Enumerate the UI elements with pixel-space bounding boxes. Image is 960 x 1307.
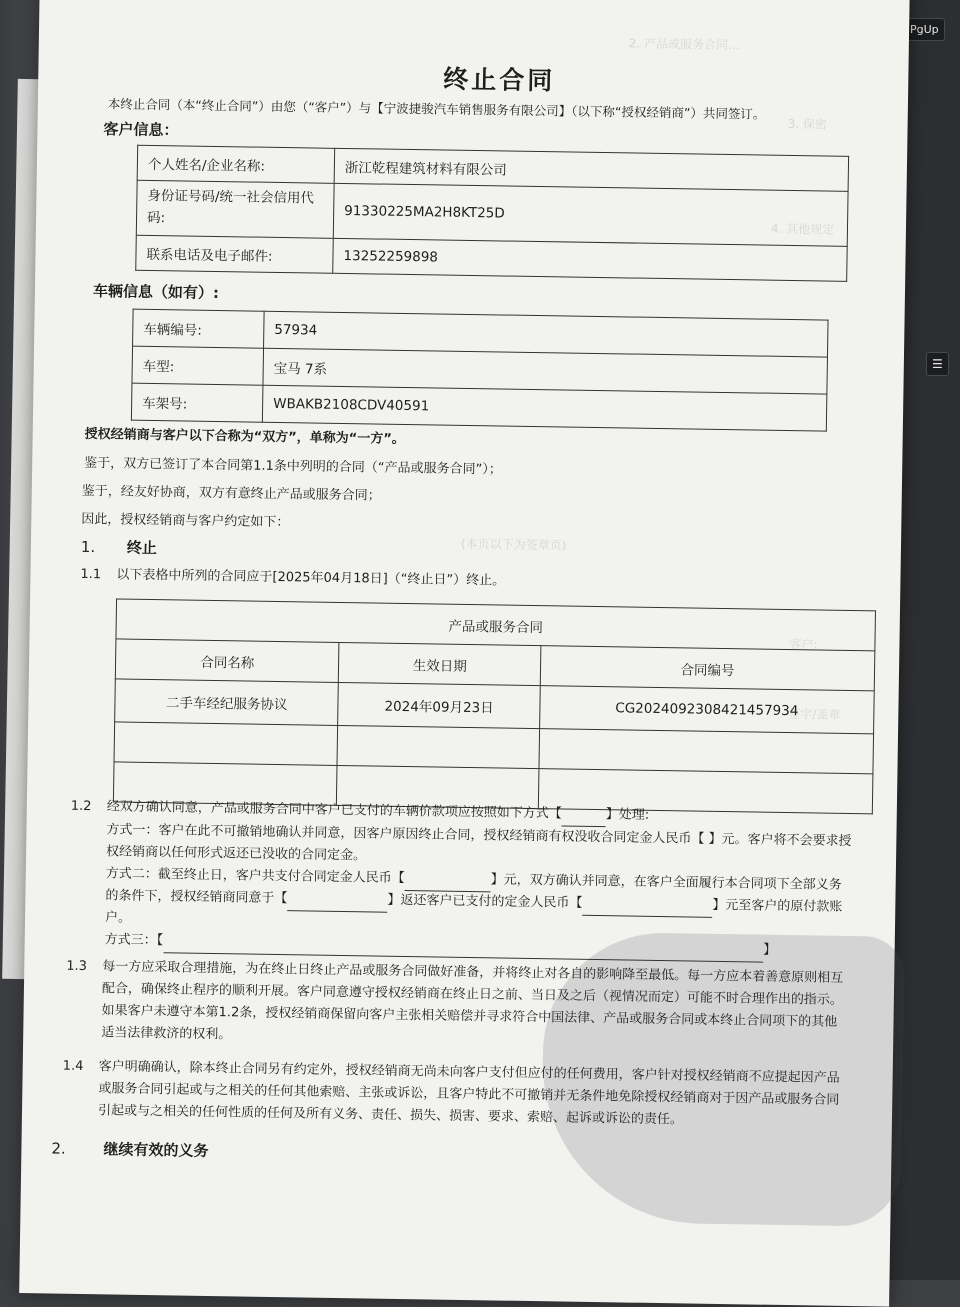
blank-field: [562, 803, 606, 827]
section-1-title: 终止: [126, 538, 158, 558]
clause-line: 如果客户未遵守本第1.2条，授权经销商保留向客户主张相关赔偿并寻求符合中国法律、产品或服务合同或本终止合同项下的其他: [101, 1003, 838, 1031]
vehicle-model-value: 宝马 7系: [263, 348, 828, 394]
section-1-heading: [81, 536, 157, 558]
clause-1-3: [65, 956, 843, 1057]
customer-info-table: [135, 145, 849, 282]
clause-line: 或服务合同引起或与之相关的任何其他索赔、主张或诉讼，且客户特此不可撤销并无条件地免除授权经销商对于因产品或服务合同: [98, 1081, 840, 1108]
section-1-number: 1.: [80, 537, 96, 557]
vehicle-model-label: 车型:: [132, 346, 264, 385]
vin-value: WBAKB2108CDV40591: [262, 385, 827, 431]
vehicle-info-table: [131, 309, 829, 432]
clause-1-4: [62, 1056, 840, 1134]
empty-cell: [539, 729, 874, 774]
clause-number: 1.1: [80, 566, 102, 583]
blank-field: [287, 888, 387, 913]
clause-text: 以下表格中所列的合同应于[2025年04月18日]（“终止日”）终止。: [116, 567, 506, 589]
empty-cell: [337, 725, 539, 768]
clause-number: 1.2: [70, 798, 92, 815]
contract-number-cell: CG2024092308421457934: [540, 686, 875, 734]
clause-text: 】元至客户的原付款账: [712, 897, 843, 915]
clause-text: 方式二：截至终止日，客户共支付合同定金人民币【: [105, 866, 405, 887]
customer-name-value: 浙江乾程建筑材料有限公司: [334, 148, 848, 191]
customer-id-value: 91330225MA2H8KT25D: [333, 183, 848, 246]
customer-id-label: 身份证号码/统一社会信用代码:: [136, 180, 334, 238]
empty-cell: [114, 722, 338, 766]
whereas-2: 鉴于，经友好协商，双方有意终止产品或服务合同；: [81, 483, 381, 504]
contract-name-cell: 二手车经纪服务协议: [115, 679, 339, 726]
clause-text: 】处理:: [605, 807, 650, 823]
clause-number: 1.3: [66, 958, 88, 975]
whereas-1: 鉴于，双方已签订了本合同第1.1条中列明的合同（“产品或服务合同”）；: [84, 455, 502, 478]
way-1-line-2: 权经销商以任何形式返还已没收的合同定金。: [105, 844, 367, 864]
section-2-title: 继续有效的义务: [103, 1140, 209, 1160]
clause-line: 引起或与之相关的任何性质的任何及所有义务、责任、损失、损害、要求、索赔、起诉或诉讼的责任。: [97, 1103, 684, 1128]
intro-text: 本终止合同（本“终止合同”）由您（“客户”）与【宁波捷骏汽车销售服务有限公司】（以下称“授权经销商”）共同签订。: [107, 96, 766, 122]
section-2-number: 2.: [51, 1139, 66, 1158]
clause-1-1: [80, 564, 505, 593]
clause-line: 配合，确保终止程序的顺利开展。客户同意遵守授权经销商在终止日之前、当日及之后（视情况而定）可能不时合理作出的指示。: [101, 981, 843, 1008]
way-1-line-1: 方式一：客户在此不可撤销地确认并同意，因客户原因终止合同，授权经销商有权没收合同定金人民币【 】元。客户将不会要求授: [106, 822, 852, 850]
clause-text: 】元，双方确认并同意，在客户全面履行本合同项下全部义务: [490, 872, 842, 893]
clause-number: 1.4: [62, 1058, 84, 1074]
vin-label: 车架号:: [131, 383, 263, 422]
customer-contact-value: 13252259898: [333, 238, 847, 281]
clause-text: 】: [763, 942, 777, 958]
clause-text: 】返还客户已支付的定金人民币【: [387, 892, 583, 911]
column-header: 合同名称: [115, 639, 339, 683]
contract-title: 终止合同: [443, 64, 556, 96]
product-table-caption: 产品或服务合同: [116, 599, 876, 651]
clause-line: 每一方应采取合理措施，为在终止日终止产品或服务合同做好准备，并将终止对各自的影响降至最低。每一方应本着善意原则相互: [102, 959, 844, 986]
party-definition: 授权经销商与客户以下合称为“双方”，单称为“一方”。: [84, 426, 405, 447]
vehicle-number-label: 车辆编号:: [133, 309, 265, 348]
vehicle-info-heading: 车辆信息（如有）:: [92, 282, 220, 303]
therefore-clause: 因此，授权经销商与客户约定如下：: [81, 511, 290, 531]
clause-text: 的条件下，授权经销商同意于【: [105, 888, 288, 907]
clause-line: 适当法律救济的权利。: [101, 1025, 232, 1043]
menu-icon: ☰: [926, 352, 949, 376]
blank-field: [405, 868, 491, 892]
pgup-key: PgUp: [904, 18, 945, 41]
product-contract-table: [113, 598, 876, 814]
clause-text: 方式三：【: [104, 932, 164, 949]
column-header: 生效日期: [339, 642, 541, 685]
blank-field: [582, 893, 712, 918]
vehicle-number-value: 57934: [264, 311, 829, 357]
customer-info-heading: 客户信息：: [103, 120, 179, 140]
clause-text: 经双方确认同意，产品或服务合同中客户已支付的车辆价款项应按照如下方式【: [106, 799, 562, 822]
section-2-heading: [51, 1137, 208, 1160]
customer-name-label: 个人姓名/企业名称:: [137, 145, 335, 183]
customer-contact-label: 联系电话及电子邮件:: [136, 235, 334, 273]
contract-page: 2. 产品或服务合同… 3. 保密 4. 其他规定 (本页以下为签章页) 客户: 签字/盖章 终止合同 本终止合同（本“终止合同”）由您（“客户”）与【宁波捷骏汽车销售服务有限公司】（以下称“授权经销商”）共同签订。 客户信息： 个人姓名/企业名称: 浙江乾程建筑材料有限公司 身份证号码/统一社会信用代码: 91330225MA2H8KT25D 联系电话及电子邮件: 13252259898 车辆信息（如有）: 车辆编号: 57934 车型: 宝马 7系 车架号: WBAKB2108CDV40591 授权经销商与客户以下合称为“双方”，单称为“一方”。 鉴于，双方已签订了本合同第1.1条中列明的合同（“产品或服务合同”）； 鉴于，经友好协商，双方有意终止产品或服务合同； 因此，授权经销商与客户约定如下： 1. 终止 1.1 以下表格中所列的合同应于[2025年04月18日]（“终止日”）终止。 产品或服务合同 合同名称 生效日期 合同编号 二手车经纪服务协议 2024年09月23日 CG2024092308421457934 1.2 经双方确认同意，产品或服务合同中客户已支付的车辆价款项应按照如下方式【 】处理: 方式一：客户在此不可撤销地确认并同意，因客户原因终止合同，授权经销商有权没收合同定金人民币【 】元。客户将不会要求授 权经销商以任何形式返还已没收的合同定金。 方式二：截至终止日，客户共支付合同定金人民币【 】元，双方确认并同意，在客户全面履行本合同项下全部义务 的条件下，授权经销商同意于【 】返还客户已支付的定金人民币【 】元至客户的原付款账 户。 方式三：【 】 1.3 每一方应采取合理措施，为在终止日终止产品或服务合同做好准备，并将终止对各自的影响降至最低。每一方应本着善意原则相互 配合，确保终止程序的顺利开展。客户同意遵守授权经销商在终止日之前、当日及之后（视情况而定）可能不时合理作出的指示。 如果客户未遵守本第1.2条，授权经销商保留向客户主张相关赔偿并寻求符合中国法律、产品或服务合同或本终止合同项下的其他 适当法律救济的权利。 1.4 客户明确确认，除本终止合同另有约定外，授权经销商无尚未向客户支付但应付的任何费用，客户针对授权经销商不应提起因产品 或服务合同引起或与之相关的任何其他索赔、主张或诉讼，且客户特此不可撤销并无条件地免除授权经销商对于因产品或服务合同 引起或与之相关的任何性质的任何及所有义务、责任、损失、损害、要求、索赔、起诉或诉讼的责任。 2. 继续有效的义务: [19, 0, 910, 1307]
clause-line: 客户明确确认，除本终止合同另有约定外，授权经销商无尚未向客户支付但应付的任何费用，客户针对授权经销商不应提起因产品: [98, 1059, 840, 1086]
column-header: 合同编号: [540, 646, 875, 691]
way-2-line-3: 户。: [104, 910, 132, 926]
effective-date-cell: 2024年09月23日: [338, 682, 540, 728]
